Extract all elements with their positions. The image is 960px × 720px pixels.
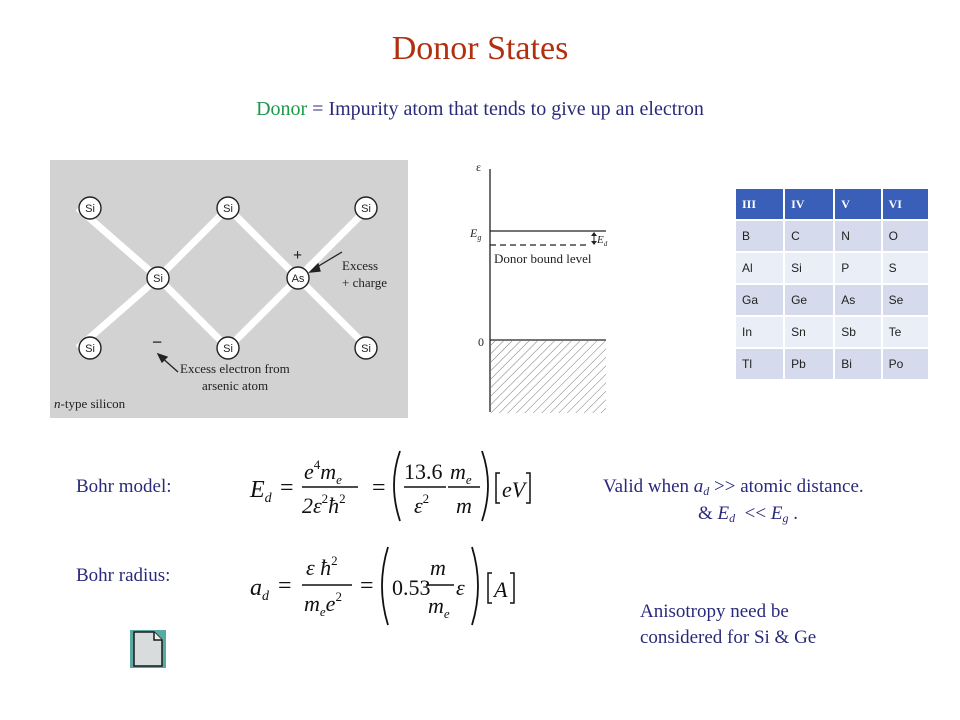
element-cell: Se xyxy=(882,284,929,316)
svg-text:Ed: $E_d$ xyxy=(250,477,272,506)
svg-text:Si: Si xyxy=(361,203,371,215)
page-title: Donor States xyxy=(391,30,569,67)
energy-axis-label: ε xyxy=(476,160,482,174)
excess-charge-label-2: + charge xyxy=(342,275,387,290)
svg-text:0.53: 0.53 xyxy=(392,575,431,600)
table-row xyxy=(736,316,929,348)
svg-text:eV: eV xyxy=(502,477,526,502)
group-header: IV xyxy=(784,189,834,220)
atom-as xyxy=(287,267,309,289)
excess-charge-label-1: Excess xyxy=(342,258,379,273)
svg-text:me: $m_e$ xyxy=(450,459,472,487)
svg-text:A: A xyxy=(494,577,508,602)
svg-text:Si: Si xyxy=(223,203,233,215)
svg-text:ad: $a_d$ xyxy=(250,575,269,604)
bohr-radius-label: Bohr radius: xyxy=(76,565,171,586)
atom-si-6 xyxy=(217,337,239,359)
subtitle xyxy=(0,98,960,121)
bohr-radius-equation xyxy=(246,543,516,629)
filled-valence-band xyxy=(491,341,606,413)
svg-text:=: = xyxy=(278,573,292,599)
bohr-model-label: Bohr model: xyxy=(76,476,172,497)
lattice-caption: n-type silicon xyxy=(54,396,126,411)
svg-text:Si: Si xyxy=(153,273,163,285)
donor-band-diagram xyxy=(458,157,606,419)
element-cell: Tl xyxy=(736,348,784,380)
svg-text:=: = xyxy=(360,573,374,599)
element-cell: Ge xyxy=(784,284,834,316)
svg-text:Si: Si xyxy=(223,343,233,355)
ed-label: $E_d$ xyxy=(597,234,608,248)
element-cell: Bi xyxy=(834,348,881,380)
atom-si-1 xyxy=(79,197,101,219)
subtitle-donor-word: Donor xyxy=(256,98,308,120)
periodic-table-header xyxy=(736,189,929,220)
svg-text:ε2: $\varepsilon^2$ xyxy=(414,491,430,518)
element-cell: Al xyxy=(736,252,784,284)
element-cell: O xyxy=(882,220,929,252)
plus-sign: + xyxy=(293,247,303,264)
svg-text:m: m xyxy=(430,555,446,580)
validity-condition-2: & $E_d << E_g$ . xyxy=(698,503,798,525)
svg-text:13.6: 13.6 xyxy=(404,459,443,484)
svg-text:2ε2ħ2: $2\varepsilon^2ħ^2$ xyxy=(302,491,346,518)
n-type-silicon-lattice-figure xyxy=(50,160,408,418)
element-cell: Sb xyxy=(834,316,881,348)
element-cell: As xyxy=(834,284,881,316)
element-cell: Ga xyxy=(736,284,784,316)
svg-text:m: m xyxy=(456,493,472,518)
element-cell: In xyxy=(736,316,784,348)
atom-si-2 xyxy=(217,197,239,219)
element-cell: P xyxy=(834,252,881,284)
group-header: III xyxy=(736,189,784,220)
element-cell: Sn xyxy=(784,316,834,348)
atom-si-3 xyxy=(355,197,377,219)
svg-text:me: $m_e$ xyxy=(428,593,450,621)
table-row xyxy=(736,252,929,284)
atom-si-7 xyxy=(355,337,377,359)
svg-text:ε ħ2: ε $ħ^2$ xyxy=(306,553,338,580)
svg-text:Si: Si xyxy=(85,203,95,215)
minus-sign: − xyxy=(152,332,163,352)
svg-text:mee2: $m_ee^2$ xyxy=(304,589,342,619)
subtitle-definition: = Impurity atom that tends to give up an electron xyxy=(307,98,704,120)
donor-bound-level-label: Donor bound level xyxy=(494,251,592,266)
svg-text:As: As xyxy=(291,273,305,285)
element-cell: Si xyxy=(784,252,834,284)
element-cell: Pb xyxy=(784,348,834,380)
atom-si-4 xyxy=(147,267,169,289)
excess-electron-label-1: Excess electron from xyxy=(180,361,290,376)
element-cell: S xyxy=(882,252,929,284)
element-cell: C xyxy=(784,220,834,252)
svg-text:ε: ε xyxy=(456,575,465,600)
anisotropy-note: Anisotropy need be considered for Si & Ge xyxy=(640,601,817,648)
svg-text:Si: Si xyxy=(85,343,95,355)
table-row xyxy=(736,220,929,252)
eg-label: $E_g$ xyxy=(470,226,482,242)
svg-text:Si: Si xyxy=(361,343,371,355)
bohr-energy-equation xyxy=(246,445,536,525)
validity-condition-1: Valid when $a_d$ >> atomic distance. xyxy=(603,476,864,498)
zero-label: 0 xyxy=(478,335,484,349)
periodic-table-excerpt xyxy=(736,189,930,381)
group-header: VI xyxy=(882,189,929,220)
document-icon[interactable] xyxy=(130,630,166,668)
svg-text:=: = xyxy=(280,475,294,501)
table-row xyxy=(736,348,929,380)
group-header: V xyxy=(834,189,881,220)
svg-text:e4me: $e^4m_e$ xyxy=(304,457,342,487)
svg-text:=: = xyxy=(372,475,386,501)
atom-si-5 xyxy=(79,337,101,359)
element-cell: Po xyxy=(882,348,929,380)
element-cell: Te xyxy=(882,316,929,348)
excess-electron-label-2: arsenic atom xyxy=(202,378,269,393)
element-cell: N xyxy=(834,220,881,252)
table-row xyxy=(736,284,929,316)
element-cell: B xyxy=(736,220,784,252)
